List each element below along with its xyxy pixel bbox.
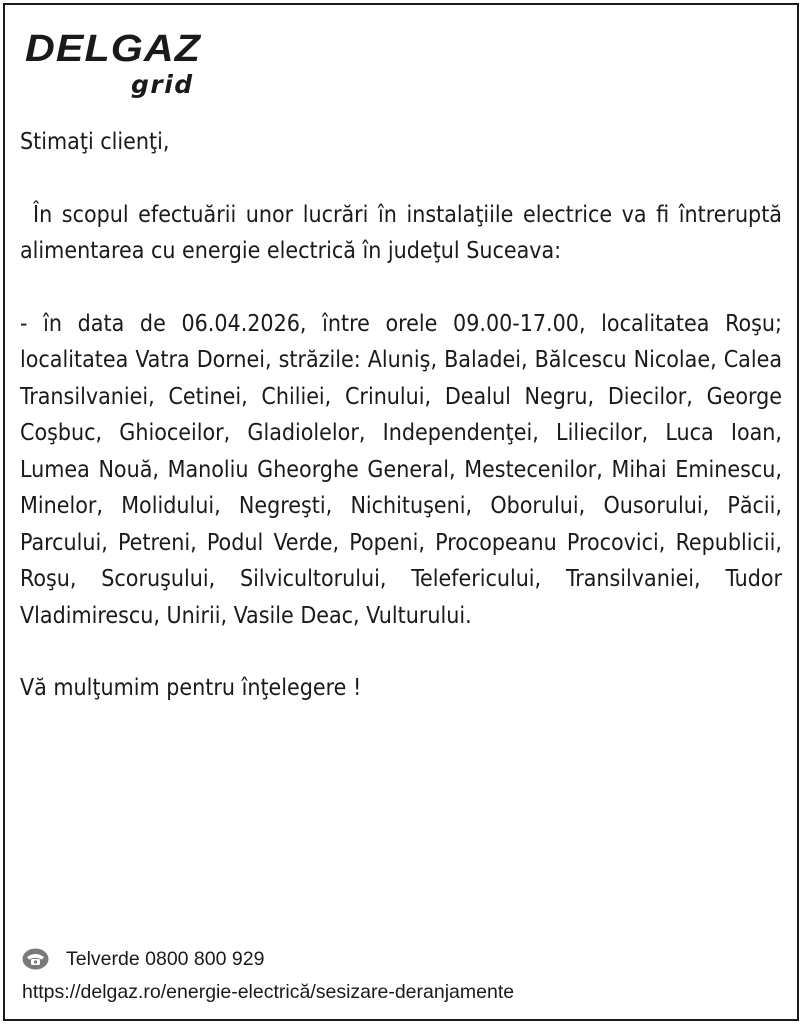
greeting: Stimaţi clienţi, [20,129,170,155]
svg-text:grid: grid [131,70,194,99]
outage-details: - în data de 06.04.2026, între orele 09.00-17.00, localitatea Roşu; localitatea Vatra Dornei, străzile: Aluniş, Baladei, Bălcescu Nicolae, Calea Transilvaniei, Cetinei, Chiliei, Crinului, Dealul Negru, Diecilor, George Coşbuc, Ghioceilor, Gladiolelor, Independenţei, Liliecilor, Luca Ioan, Lumea Nouă, Manoliu Gheorghe General, Mestecenilor, Mihai Eminescu, Minelor, Molidului, Negreşti, Nichituşeni, Oborului, Ousorului, Păcii, Parcului, Petreni, Podul Verde, Popeni, Procopeanu Procovici, Republicii, Roşu, Scoruşului, Silvicultorului, Telefericului, Transilvaniei, Tudor Vladimirescu, Unirii, Vasile Deac, Vulturului. [20,310,782,629]
svg-text:DELGAZ: DELGAZ [25,28,202,70]
url-line [22,977,782,1007]
phone-number[interactable]: Telverde 0800 800 929 [66,947,265,970]
report-link[interactable]: https://delgaz.ro/energie-electrică/sesizare-deranjamente [22,980,515,1003]
delgaz-grid-logo [25,27,205,99]
notice-body [20,124,782,707]
thanks-line: Vă mulţumim pentru înţelegere ! [20,675,362,701]
telephone-icon [22,948,49,970]
contact-footer [22,944,782,1007]
phone-line [22,944,782,974]
intro-paragraph: În scopul efectuării unor lucrări în instalaţiile electrice va fi întreruptă alimentarea cu energie electrică în judeţul Suceava: [20,201,782,264]
